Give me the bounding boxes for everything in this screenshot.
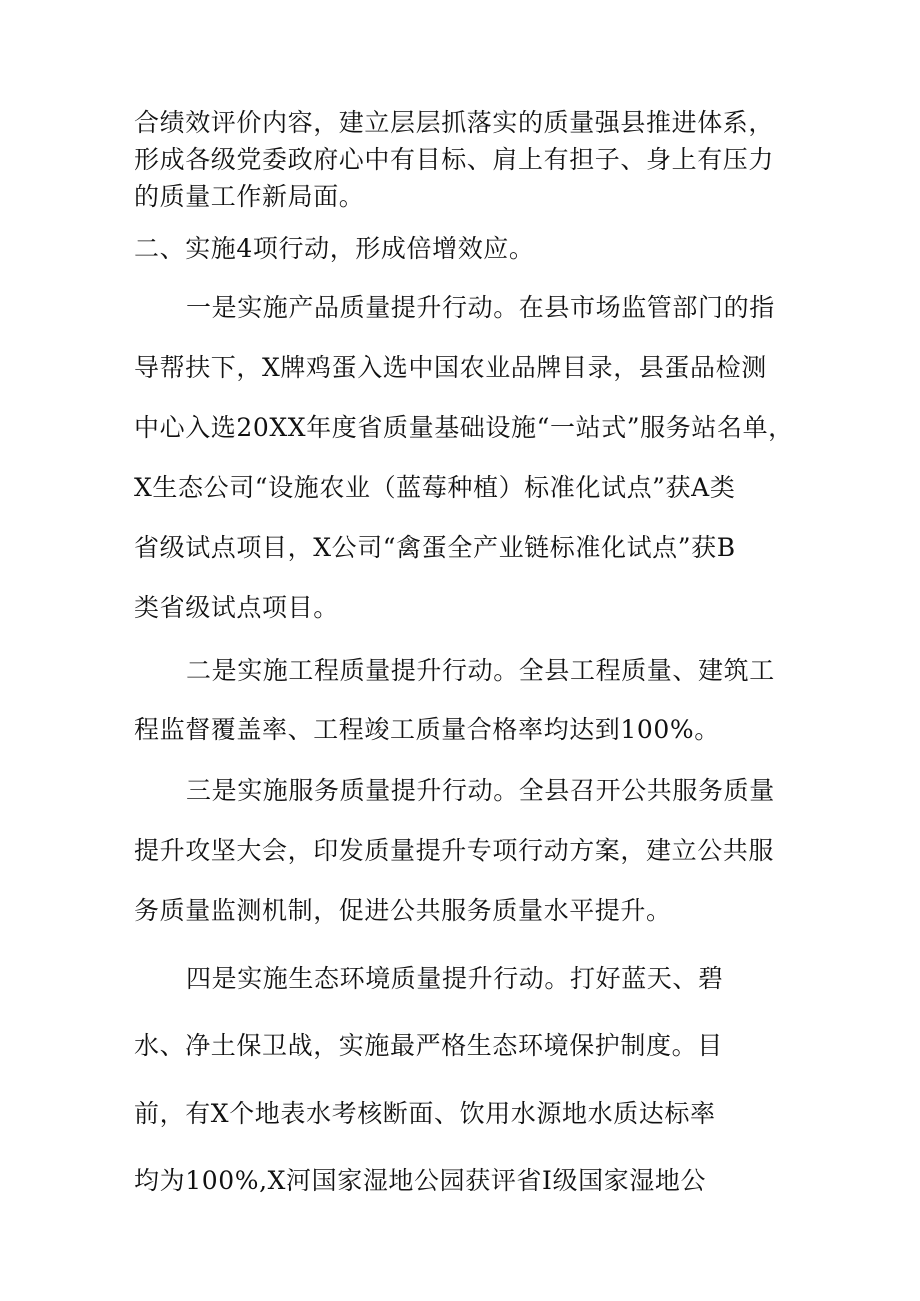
text-line: 三是实施服务质量提升行动。全县召开公共服务质量 [186,776,775,805]
text-line: 务质量监测机制，促进公共服务质量水平提升。 [134,896,672,925]
text-line: 均为100%,X河国家湿地公园获评省Ⅰ级国家湿地公 [134,1166,707,1195]
text-line: 提升攻坚大会，印发质量提升专项行动方案，建立公共服 [134,836,775,865]
text-line: X生态公司“设施农业（蓝莓种植）标准化试点”获A类 [134,473,736,502]
text-line: 一是实施产品质量提升行动。在县市场监管部门的指 [186,293,775,322]
text-line: 导帮扶下，X牌鸡蛋入选中国农业品牌目录，县蛋品检测 [134,353,767,382]
text-line: 二是实施工程质量提升行动。全县工程质量、建筑工 [186,656,775,685]
text-line: 形成各级党委政府心中有目标、肩上有担子、身上有压力 [134,145,775,174]
text-line: 水、净土保卫战，实施最严格生态环境保护制度。目 [134,1031,723,1060]
text-line: 中心入选20XX年度省质量基础设施“一站式”服务站名单， [134,413,794,442]
text-line: 前，有X个地表水考核断面、饮用水源地水质达标率 [134,1099,716,1128]
text-line: 四是实施生态环境质量提升行动。打好蓝天、碧 [186,964,724,993]
section-heading: 二、实施4项行动，形成倍增效应。 [134,234,535,263]
text-line: 程监督覆盖率、工程竣工质量合格率均达到100%。 [134,715,720,744]
text-line: 省级试点项目，X公司“禽蛋全产业链标准化试点”获B [134,533,736,562]
text-line: 的质量工作新局面。 [134,182,365,211]
text-line: 类省级试点项目。 [134,593,339,622]
text-line: 合绩效评价内容，建立层层抓落实的质量强县推进体系， [134,108,775,137]
